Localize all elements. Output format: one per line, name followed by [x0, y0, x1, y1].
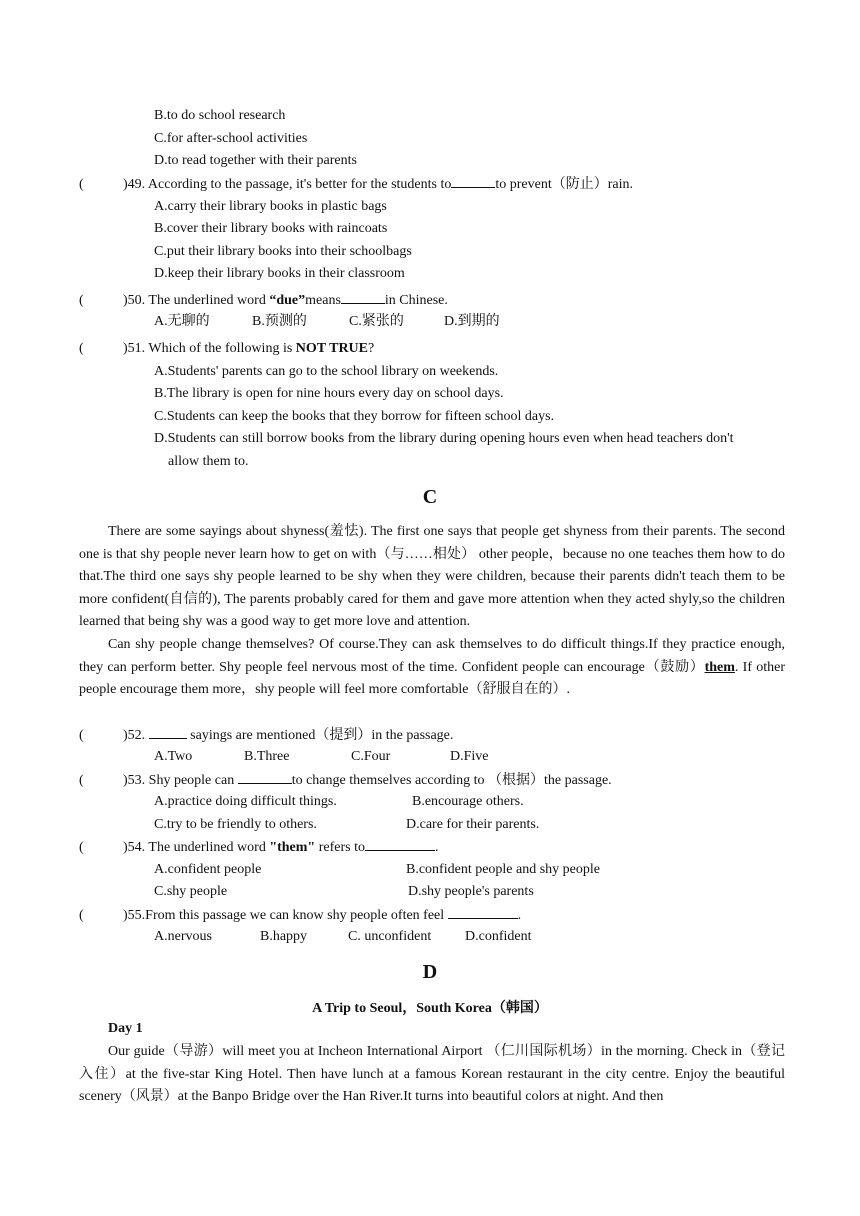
question-54: ( )54. The underlined word "them" refers to .: [79, 837, 438, 858]
option: C.for after-school activities: [154, 131, 308, 146]
answer-blank[interactable]: [238, 770, 292, 784]
option: B.The library is open for nine hours every day on school days.: [154, 386, 504, 401]
option: A.Students' parents can go to the school library on weekends.: [154, 364, 499, 379]
option: B.cover their library books with raincoats: [154, 221, 388, 236]
question-55: ( )55.From this passage we can know shy people often feel .: [79, 905, 521, 926]
paragraph-1: There are some sayings about shyness(羞怯). The first one says that people get shyness from their parents. The second one is that shy people never learn how to get on with（与……相处） other people，because no one teaches them how to do that.The third one says shy people learned to be shy when they were children, because their parents didn't teach them to be more confident(自信的), The parents probably cared for them and gave more attention when they acted shyly,so the children learned that being shy was a good way to get more love and attention.: [79, 524, 785, 630]
passage-d: [79, 1041, 785, 1109]
passage-c: [79, 521, 785, 702]
option: D.keep their library books in their classroom: [154, 266, 405, 281]
option: A.carry their library books in plastic bags: [154, 199, 387, 214]
answer-paren[interactable]: (: [79, 728, 84, 743]
answer-blank[interactable]: [341, 290, 385, 304]
passage-title: A Trip to Seoul，South Korea（韩国）: [312, 1001, 548, 1016]
question-51: ( )51. Which of the following is NOT TRUE?: [79, 339, 374, 359]
section-heading-c: C: [422, 486, 438, 508]
option-continued: allow them to.: [168, 454, 249, 469]
answer-paren[interactable]: (: [79, 840, 84, 855]
answer-blank[interactable]: [451, 174, 495, 188]
option: D.Students can still borrow books from the library during opening hours even when head teachers don't: [154, 431, 734, 446]
answer-blank[interactable]: [365, 837, 435, 851]
paragraph-day1: Our guide（导游）will meet you at Incheon International Airport （仁川国际机场）in the morning. Check in（登记入住）at the five-star King Hotel. Then have lunch at a famous Korean restaurant in the city centre. Enjoy the beautiful scenery（风景）at the Banpo Bridge over the Han River.It turns into beautiful colors at night. And then: [79, 1044, 785, 1105]
answer-paren[interactable]: (: [79, 341, 84, 356]
question-53: ( )53. Shy people can to change themselves according to （根据）the passage.: [79, 770, 612, 791]
answer-paren[interactable]: (: [79, 177, 84, 192]
answer-paren[interactable]: (: [79, 293, 84, 308]
question-50: ( )50. The underlined word “due”means in Chinese.: [79, 290, 448, 311]
answer-paren[interactable]: (: [79, 908, 84, 923]
option: D.to read together with their parents: [154, 153, 357, 168]
paragraph-2: Can shy people change themselves? Of course.They can ask themselves to do difficult things.If they practice enough, they can perform better. Shy people feel nervous most of the time. Confident people can encourage（鼓励）them. If other people encourage them more，shy people will feel more comfortable（舒服自在的）.: [79, 636, 785, 698]
answer-blank[interactable]: [448, 905, 518, 919]
section-heading-d: D: [422, 961, 438, 983]
day-label: Day 1: [108, 1021, 143, 1036]
option: C.Students can keep the books that they borrow for fifteen school days.: [154, 409, 555, 424]
answer-blank[interactable]: [149, 725, 187, 739]
option: C.put their library books into their schoolbags: [154, 244, 412, 259]
question-52: ( )52. sayings are mentioned（提到）in the passage.: [79, 725, 453, 746]
option: B.to do school research: [154, 108, 286, 123]
answer-paren[interactable]: (: [79, 773, 84, 788]
question-49: ( )49. According to the passage, it's better for the students to to prevent（防止）rain.: [79, 174, 633, 195]
